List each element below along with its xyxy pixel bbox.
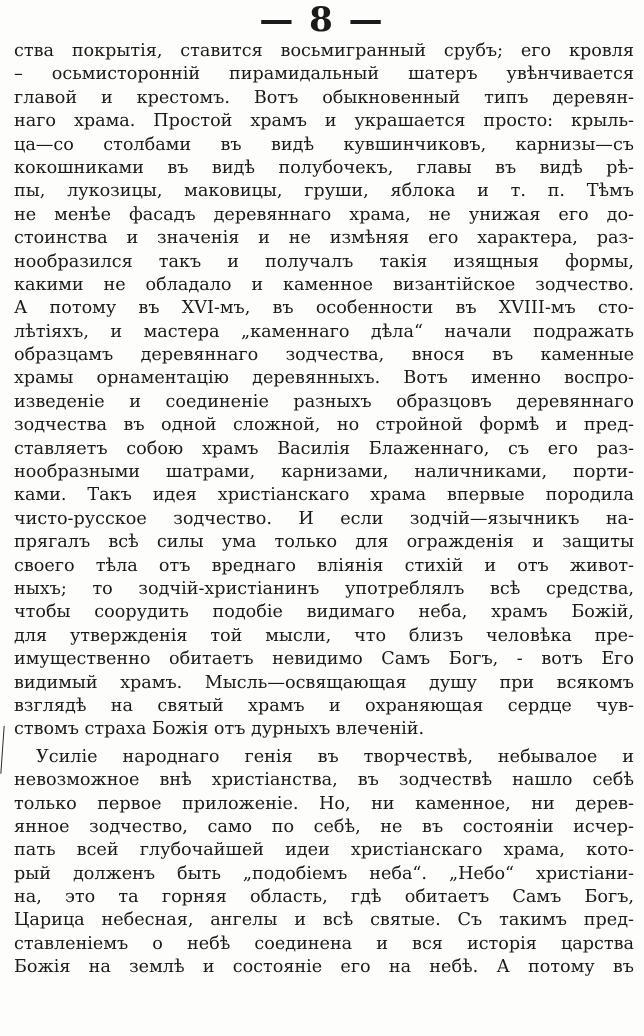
- text-line: чисто-русское зодчество. И если зодчій—язычникъ на-: [14, 508, 634, 529]
- text-line: стоинства и значенія и не измѣняя его характера, раз-: [14, 228, 634, 249]
- text-line: – осьмисторонній пирамидальный шатеръ увѣнчивается: [14, 64, 634, 85]
- text-line: взглядѣ на святый храмъ и охраняющая сердце чув-: [14, 695, 634, 716]
- text-line: пать всей глубочайшей идеи христіанскаго храма, кото-: [14, 840, 634, 861]
- text-line: А потому въ XVI-мъ, въ особенности въ XVIII-мъ сто-: [14, 298, 634, 319]
- text-line: ства покрытія, ставится восьмигранный срубъ; его кровля: [14, 41, 634, 61]
- text-line: ставляетъ собою храмъ Василія Блаженнаго, съ его раз-: [14, 438, 634, 459]
- text-line: только первое приложеніе. Но, ни каменное, ни дерев-: [14, 793, 634, 814]
- text-line: видимый храмъ. Мысль—освящающая душу при всякомъ: [14, 672, 634, 693]
- text-line: не менѣе фасадъ деревяннаго храма, не унижая его до-: [14, 204, 634, 225]
- paragraph-1: [14, 40, 634, 742]
- text-line: зодчества въ одной сложной, но стройной формѣ и пред-: [14, 415, 634, 436]
- text-line: Царица небесная, ангелы и всѣ святые. Съ такимъ пред-: [14, 910, 634, 931]
- text-line: образцамъ деревяннаго зодчества, внося въ каменные: [14, 345, 634, 366]
- text-line: изведеніе и соединеніе разныхъ образцовъ деревяннаго: [14, 391, 634, 412]
- text-line: своего тѣла отъ вреднаго вліянія стихій и отъ живот-: [14, 555, 634, 576]
- text-line: Усиліе народнаго генія въ творчествѣ, небывалое и: [36, 746, 634, 767]
- text-line: храмы орнаментацію деревянныхъ. Вотъ именно воспро-: [14, 368, 634, 389]
- text-line: наго храма. Простой храмъ и украшается просто: крыль-: [14, 111, 634, 132]
- text-line: ца—со столбами въ видѣ кувшинчиковъ, карнизы—съ: [14, 134, 634, 155]
- text-line: какими не обладало и каменное византійское зодчество.: [14, 274, 634, 295]
- text-line: ныхъ; то зодчій-христіанинъ употреблялъ всѣ средства,: [14, 578, 634, 599]
- text-line: Божія на землѣ и состояніе его на небѣ. А потому въ: [14, 957, 634, 978]
- text-line: лѣтіяхъ, и мастера „каменнаго дѣла“ начали подражать: [14, 321, 634, 342]
- text-line: ствомъ страха Божія отъ дурныхъ влеченій.: [14, 719, 425, 740]
- paragraph-2: [14, 746, 634, 980]
- text-line: для утвержденія той мысли, что близъ человѣка пре-: [14, 625, 634, 646]
- text-line: на, это та горняя область, гдѣ обитаетъ Самъ Богъ,: [14, 887, 634, 908]
- text-line: кокошниками въ видѣ полубочекъ, главы въ видѣ рѣ-: [14, 157, 634, 178]
- text-line: прягалъ всѣ силы ума только для огражденія и защиты: [14, 532, 634, 553]
- text-line: нообразными шатрами, карнизами, наличниками, порти-: [14, 462, 634, 483]
- page-number: — 8 —: [259, 0, 385, 40]
- text-line: главой и крестомъ. Вотъ обыкновенный типъ деревян-: [14, 87, 634, 108]
- text-line: ками. Такъ идея христіанскаго храма впервые породила: [14, 485, 634, 506]
- margin-pencil-mark: [0, 726, 10, 774]
- text-line: янное зодчество, само по себѣ, не въ состояніи исчер-: [14, 816, 634, 837]
- text-line: нообразился такъ и получалъ такія изящныя формы,: [14, 251, 634, 272]
- text-line: чтобы соорудить подобіе видимаго неба, храмъ Божій,: [14, 602, 634, 623]
- text-line: ставленіемъ о небѣ соединена и вся исторія царства: [14, 933, 634, 954]
- text-line: имущественно обитаетъ невидимо Самъ Богъ, - вотъ Его: [14, 649, 634, 670]
- body-text: [14, 40, 634, 980]
- text-line: пы, лукозицы, маковицы, груши, яблока и т. п. Тѣмъ: [14, 181, 634, 202]
- text-line: невозможное внѣ христіанства, въ зодчествѣ нашло себѣ: [14, 770, 634, 791]
- text-line: рый долженъ быть „подобіемъ неба“. „Небо“ христіани-: [14, 863, 634, 884]
